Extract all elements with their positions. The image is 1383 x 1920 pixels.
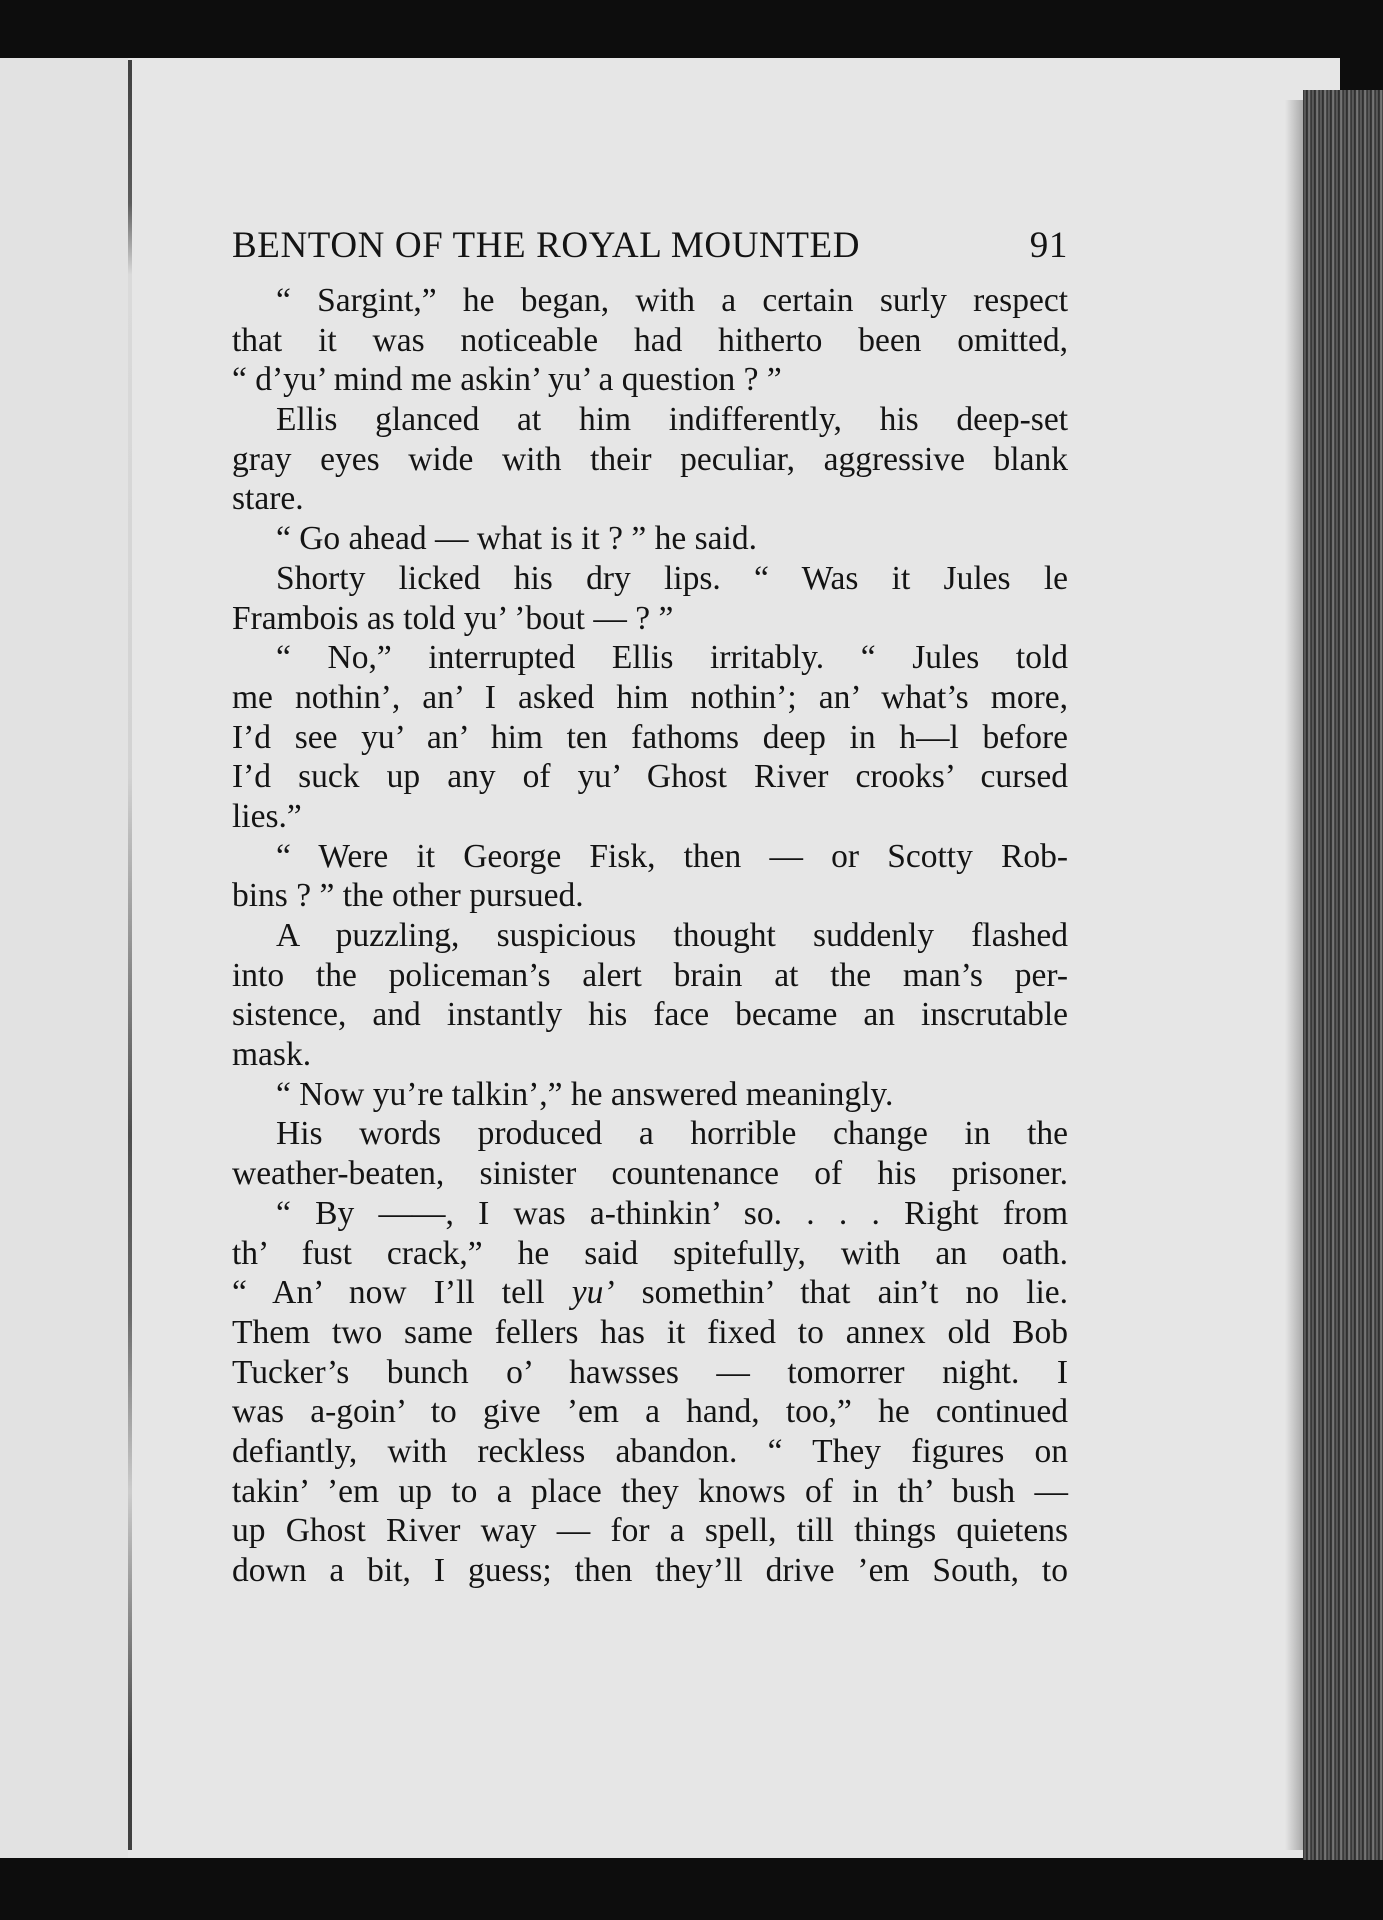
text-line: “ By ——, I was a-thinkin’ so. . . . Right from	[276, 1194, 1068, 1232]
text-line: “ No,” interrupted Ellis irritably. “ Jules told	[276, 639, 1068, 677]
text-line: Shorty licked his dry lips. “ Was it Jules le	[276, 559, 1068, 597]
text-line: weather-beaten, sinister countenance of his prisoner.	[232, 1155, 1068, 1193]
text-line: into the policeman’s alert brain at the man’s per-	[232, 956, 1068, 994]
text-line: takin’ ’em up to a place they knows of in th’ bush —	[232, 1472, 1068, 1510]
text-line	[232, 1273, 1068, 1313]
text-line: stare.	[232, 480, 304, 518]
text-line: up Ghost River way — for a spell, till things quietens	[232, 1512, 1068, 1550]
text-line: was a-goin’ to give ’em a hand, too,” he continued	[232, 1393, 1068, 1431]
page-number: 91	[1029, 225, 1068, 266]
running-head-title: BENTON OF THE ROYAL MOUNTED	[232, 225, 861, 266]
text-line: Frambois as told yu’ ’bout — ? ”	[232, 599, 674, 637]
text-line: A puzzling, suspicious thought suddenly flashed	[276, 917, 1068, 954]
facing-page-edge	[0, 58, 128, 1858]
text-line: Them two same fellers has it fixed to annex old Bob	[232, 1313, 1068, 1351]
text-line: gray eyes wide with their peculiar, aggressive blank	[232, 440, 1068, 478]
text-line: defiantly, with reckless abandon. “ They figures on	[232, 1432, 1068, 1470]
text-line: “ d’yu’ mind me askin’ yu’ a question ? ”	[232, 361, 782, 399]
text-line: Tucker’s bunch o’ hawsses — tomorrer night. I	[232, 1353, 1068, 1391]
body-text	[232, 281, 1068, 1591]
text-line: “ Now yu’re talkin’,” he answered meaningly.	[276, 1075, 894, 1113]
running-head	[232, 218, 1068, 273]
book-gutter	[128, 60, 132, 1850]
text-line: “ Sargint,” he began, with a certain surly respect	[276, 282, 1068, 319]
text-segment: “ An’ now I’ll tell	[232, 1274, 572, 1312]
text-line: lies.”	[232, 797, 302, 835]
text-line: sistence, and instantly his face became an inscrutable	[232, 996, 1068, 1034]
text-line: down a bit, I guess; then they’ll drive ’em South, to	[232, 1552, 1068, 1589]
text-line: “ Were it George Fisk, then — or Scotty Rob-	[276, 837, 1068, 875]
text-line: th’ fust crack,” he said spitefully, with an oath.	[232, 1234, 1068, 1272]
text-line: mask.	[232, 1036, 312, 1074]
page-curl-shadow	[1285, 100, 1303, 1850]
text-line: “ Go ahead — what is it ? ” he said.	[276, 520, 757, 558]
text-line: me nothin’, an’ I asked him nothin’; an’ what’s more,	[232, 678, 1068, 716]
page-text-block	[232, 218, 1068, 1591]
page-stack-edge	[1303, 90, 1383, 1860]
text-line: bins ? ” the other pursued.	[232, 877, 584, 915]
text-line: Ellis glanced at him indifferently, his deep-set	[276, 401, 1068, 439]
italic-word: yu’	[571, 1274, 615, 1312]
text-line: I’d see yu’ an’ him ten fathoms deep in h—l before	[232, 718, 1068, 756]
text-segment: somethin’ that ain’t no lie.	[614, 1274, 1069, 1312]
text-line: that it was noticeable had hitherto been omitted,	[232, 321, 1068, 359]
text-line: I’d suck up any of yu’ Ghost River crooks’ cursed	[232, 758, 1068, 796]
text-line: His words produced a horrible change in the	[276, 1115, 1068, 1153]
